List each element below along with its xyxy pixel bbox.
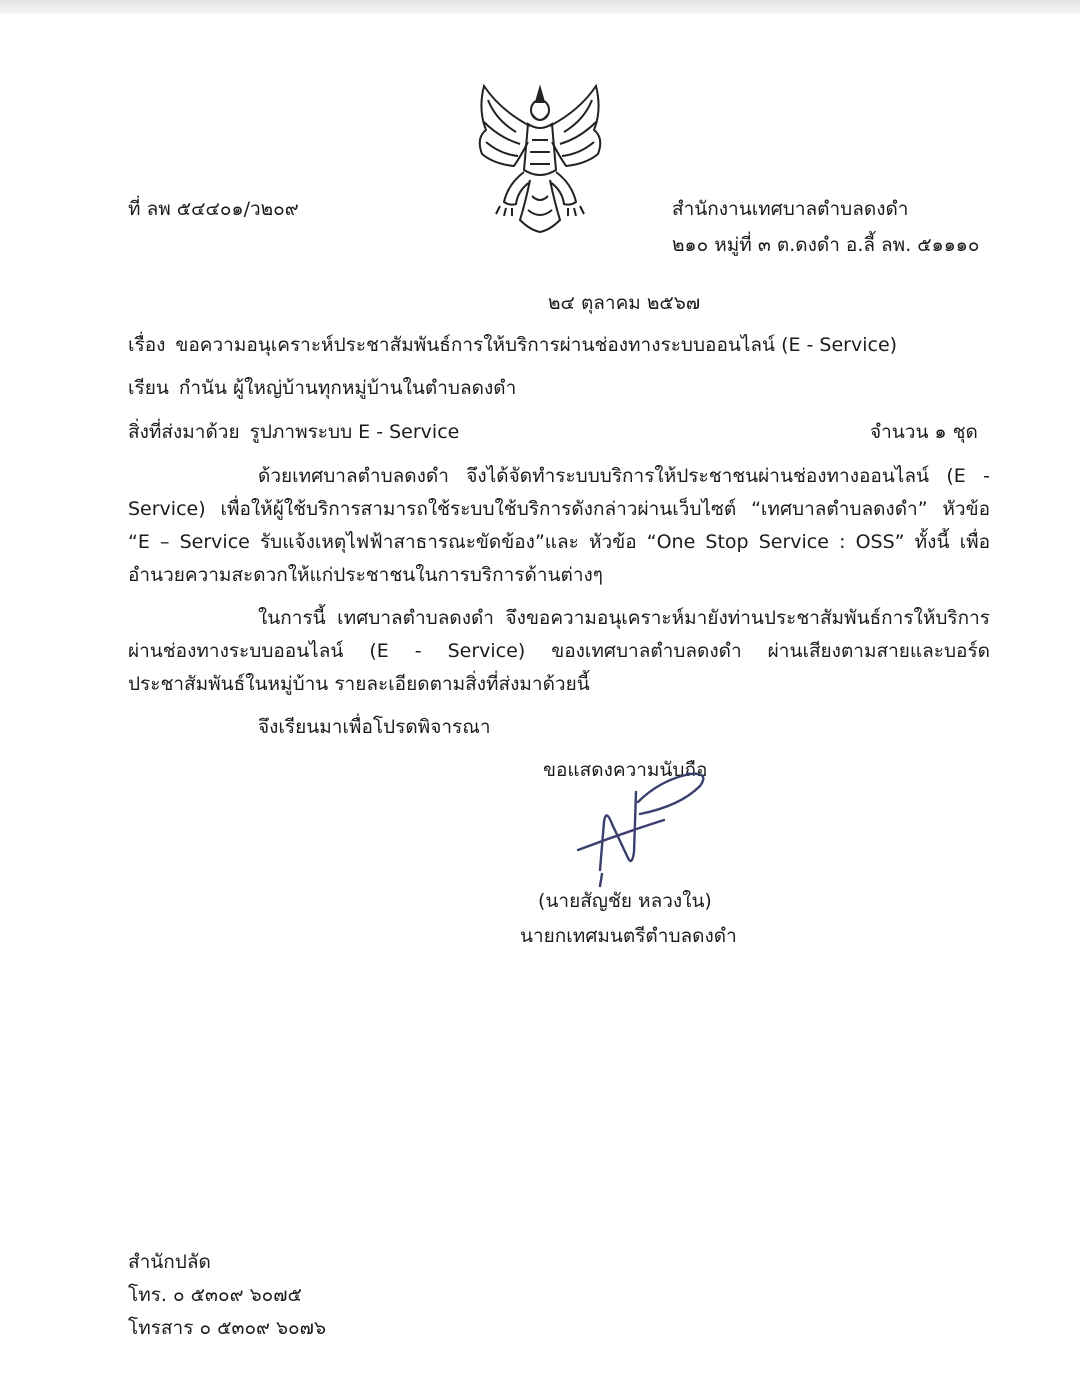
regards-line: ขอแสดงความนับถือ <box>543 759 708 781</box>
recipient-line <box>128 375 516 401</box>
signer-position: นายกเทศมนตรีตำบลดงดำ <box>520 925 737 947</box>
letter-page <box>0 14 1080 1388</box>
letter-date: ๒๔ ตุลาคม ๒๕๖๗ <box>548 292 701 314</box>
phone-number: โทร. ๐ ๕๓๐๙ ๖๐๗๕ <box>128 1284 302 1306</box>
top-bar <box>0 0 1080 14</box>
subject-line <box>128 332 897 358</box>
fax-number: โทรสาร ๐ ๕๓๐๙ ๖๐๗๖ <box>128 1317 327 1339</box>
enclosure-line <box>128 419 459 445</box>
body-paragraph-1: ด้วยเทศบาลตำบลดงดำ จึงได้จัดทำระบบบริการให้ประชาชนผ่านช่องทางออนไลน์ (E - Service) เพื่อให้ผู้ใช้บริการสามารถใช้ระบบใช้บริการดังกล่าวผ่านเว็บไซต์ “เทศบาลตำบลดงดำ” หัวข้อ “E – Service รับแจ้งเหตุไฟฟ้าสาธารณะขัดข้อง”และ หัวข้อ “One Stop Service : OSS” ทั้งนี้ เพื่ออำนวยความสะดวกให้แก่ประชาชนในการบริการด้านต่างๆ <box>128 465 990 586</box>
enclosure-label: สิ่งที่ส่งมาด้วย <box>128 421 240 443</box>
recipient-text: กำนัน ผู้ใหญ่บ้านทุกหมู่บ้านในตำบลดงดำ <box>178 377 517 399</box>
signer-name: (นายสัญชัย หลวงใน) <box>538 890 712 912</box>
reference-number: ที่ ลพ ๕๔๔๐๑/ว๒๐๙ <box>128 198 299 220</box>
office-name: สำนักงานเทศบาลตำบลดงดำ <box>672 198 909 220</box>
handwritten-signature <box>560 762 720 892</box>
closing-line: จึงเรียนมาเพื่อโปรดพิจารณา <box>258 716 491 738</box>
recipient-label: เรียน <box>128 377 169 399</box>
subject-label: เรื่อง <box>128 334 166 356</box>
department: สำนักปลัด <box>128 1251 211 1273</box>
body-paragraph-2: ในการนี้ เทศบาลตำบลดงดำ จึงขอความอนุเคราะห์มายังท่านประชาสัมพันธ์การให้บริการผ่านช่องทางระบบออนไลน์ (E - Service) ของเทศบาลตำบลดงดำ ผ่านเสียงตามสายและบอร์ดประชาสัมพันธ์ในหมู่บ้าน รายละเอียดตามสิ่งที่ส่งมาด้วยนี้ <box>128 607 990 695</box>
subject-text: ขอความอนุเคราะห์ประชาสัมพันธ์การให้บริการผ่านช่องทางระบบออนไลน์ (E - Service) <box>175 334 898 356</box>
garuda-emblem-icon <box>470 80 610 240</box>
enclosure-text: รูปภาพระบบ E - Service <box>249 421 460 443</box>
enclosure-quantity: จำนวน ๑ ชุด <box>870 421 978 443</box>
office-address: ๒๑๐ หมู่ที่ ๓ ต.ดงดำ อ.ลี้ ลพ. ๕๑๑๑๐ <box>672 234 980 256</box>
